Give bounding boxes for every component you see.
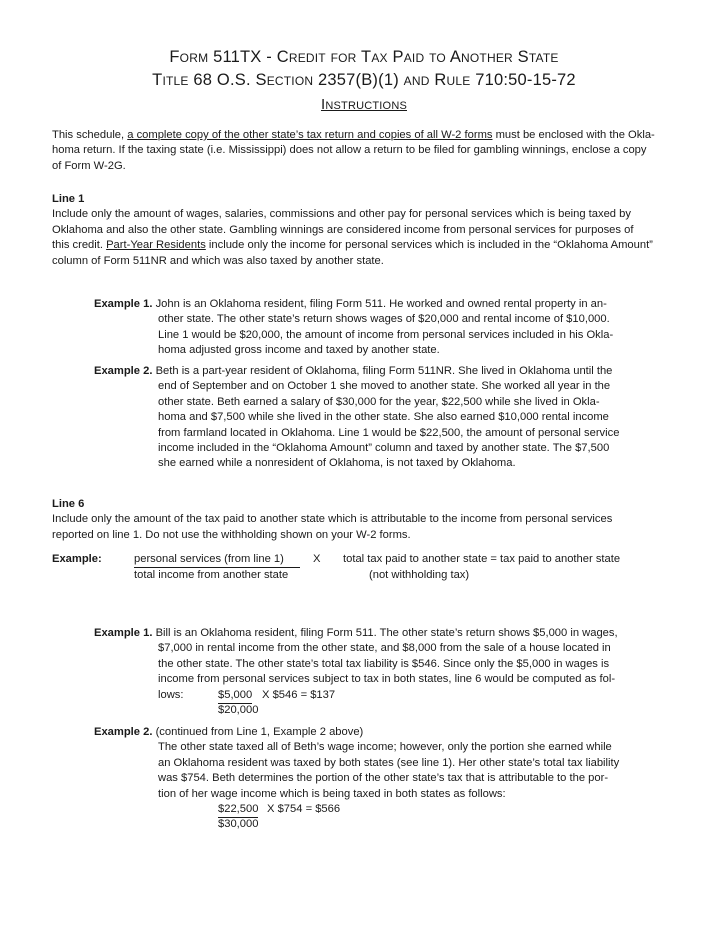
formula-denominator: total income from another state [134,569,289,581]
form-title: Form 511TX - Credit for Tax Paid to Another State [169,48,559,66]
line6-ex2-calc: X $754 = $566 [267,803,341,815]
line6-example1: Example 1. Bill is an Oklahoma resident, filing Form 511. The other state’s return shows $5,000 in wages, $7,000 in rental income from the other state, and $8,000 from the sale of a house located in the other state. The other state’s total tax liability is $546. Since only the $5,000 in wages is income from personal services subject to tax in both states, line 6 would be computed as fol- [94,627,618,686]
formula-label: Example: [52,553,102,565]
line1-example2: Example 2. Beth is a part-year resident of Oklahoma, filing Form 511NR. She lived in Oklahoma until the end of September and on October 1 she moved to another state. She worked all year in the other state. Beth earned a salary of $30,000 for the year, $22,500 while she lived in Okla- homa and $7,500 while she lived in the other state. She also earned $10,000 rental income from farmland located in Oklahoma. Line 1 would be $22,500, the amount of personal service income included in the “Oklahoma Amount” column and taxed by another state. The $7,500 she earned while a nonresident of Oklahoma, is not taxed by Oklahoma. [94,365,620,470]
formula-rhs: total tax paid to another state = tax paid to another state [343,553,621,565]
intro-paragraph: This schedule, a complete copy of the other state’s tax return and copies of all W-2 forms must be enclosed with the Okla- homa return. If the taxing state (i.e. Mississippi) does not allow a return to be filed for gambling winnings, enclose a copy of Form W-2G. [52,129,655,172]
formula-numerator: personal services (from line 1) [134,552,300,568]
line1-section: Line 1 Include only the amount of wages, salaries, commissions and other pay for personal services which is being taxed by Oklahoma and also the other state. Gambling winnings are considered income from personal services for purposes of this credit. Part-Year Residents include only the income for personal services which is included in the “Oklahoma Amount” column of Form 511NR and which was also taxed by another state. [52,192,692,269]
line6-ex2-numerator: $22,500 [218,802,258,818]
instructions-heading: Instructions [320,96,407,113]
line6-ex2-denominator: $30,000 [218,818,259,830]
line1-example1: Example 1. John is an Oklahoma resident, filing Form 511. He worked and owned rental property in an- other state. The other state’s return shows wages of $20,000 and rental income of $10,000. Line 1 would be $20,000, the amount of income from personal services included in his Okla- homa adjusted gross income and taxed by another state. [94,298,614,357]
line6-ex1-lows: lows: [158,689,184,701]
line1-heading: Line 1 [52,193,85,205]
line6-ex1-denominator: $20,000 [218,704,259,716]
line6-ex1-calc: X $546 = $137 [262,689,336,701]
line6-section: Line 6 Include only the amount of the tax paid to another state which is attributable to the income from personal services reported on line 1. Do not use the withholding shown on your W-2 forms. [52,497,692,543]
line6-ex1-numerator: $5,000 [218,688,252,704]
line6-example2: Example 2. (continued from Line 1, Example 2 above) The other state taxed all of Beth’s wage income; however, only the portion she earned while an Oklahoma resident was taxed by both states (see line 1). Her other state’s total tax liability was $754. Beth determines the portion of the other state’s tax that is attributable to the por- tion of her wage income which is being taxed in both states as follows: [94,726,620,800]
formula-times: X [313,553,321,565]
formula-rhs-note: (not withholding tax) [369,569,470,581]
line6-heading: Line 6 [52,498,85,510]
form-subtitle: Title 68 O.S. Section 2357(B)(1) and Rule 710:50-15-72 [152,71,576,89]
